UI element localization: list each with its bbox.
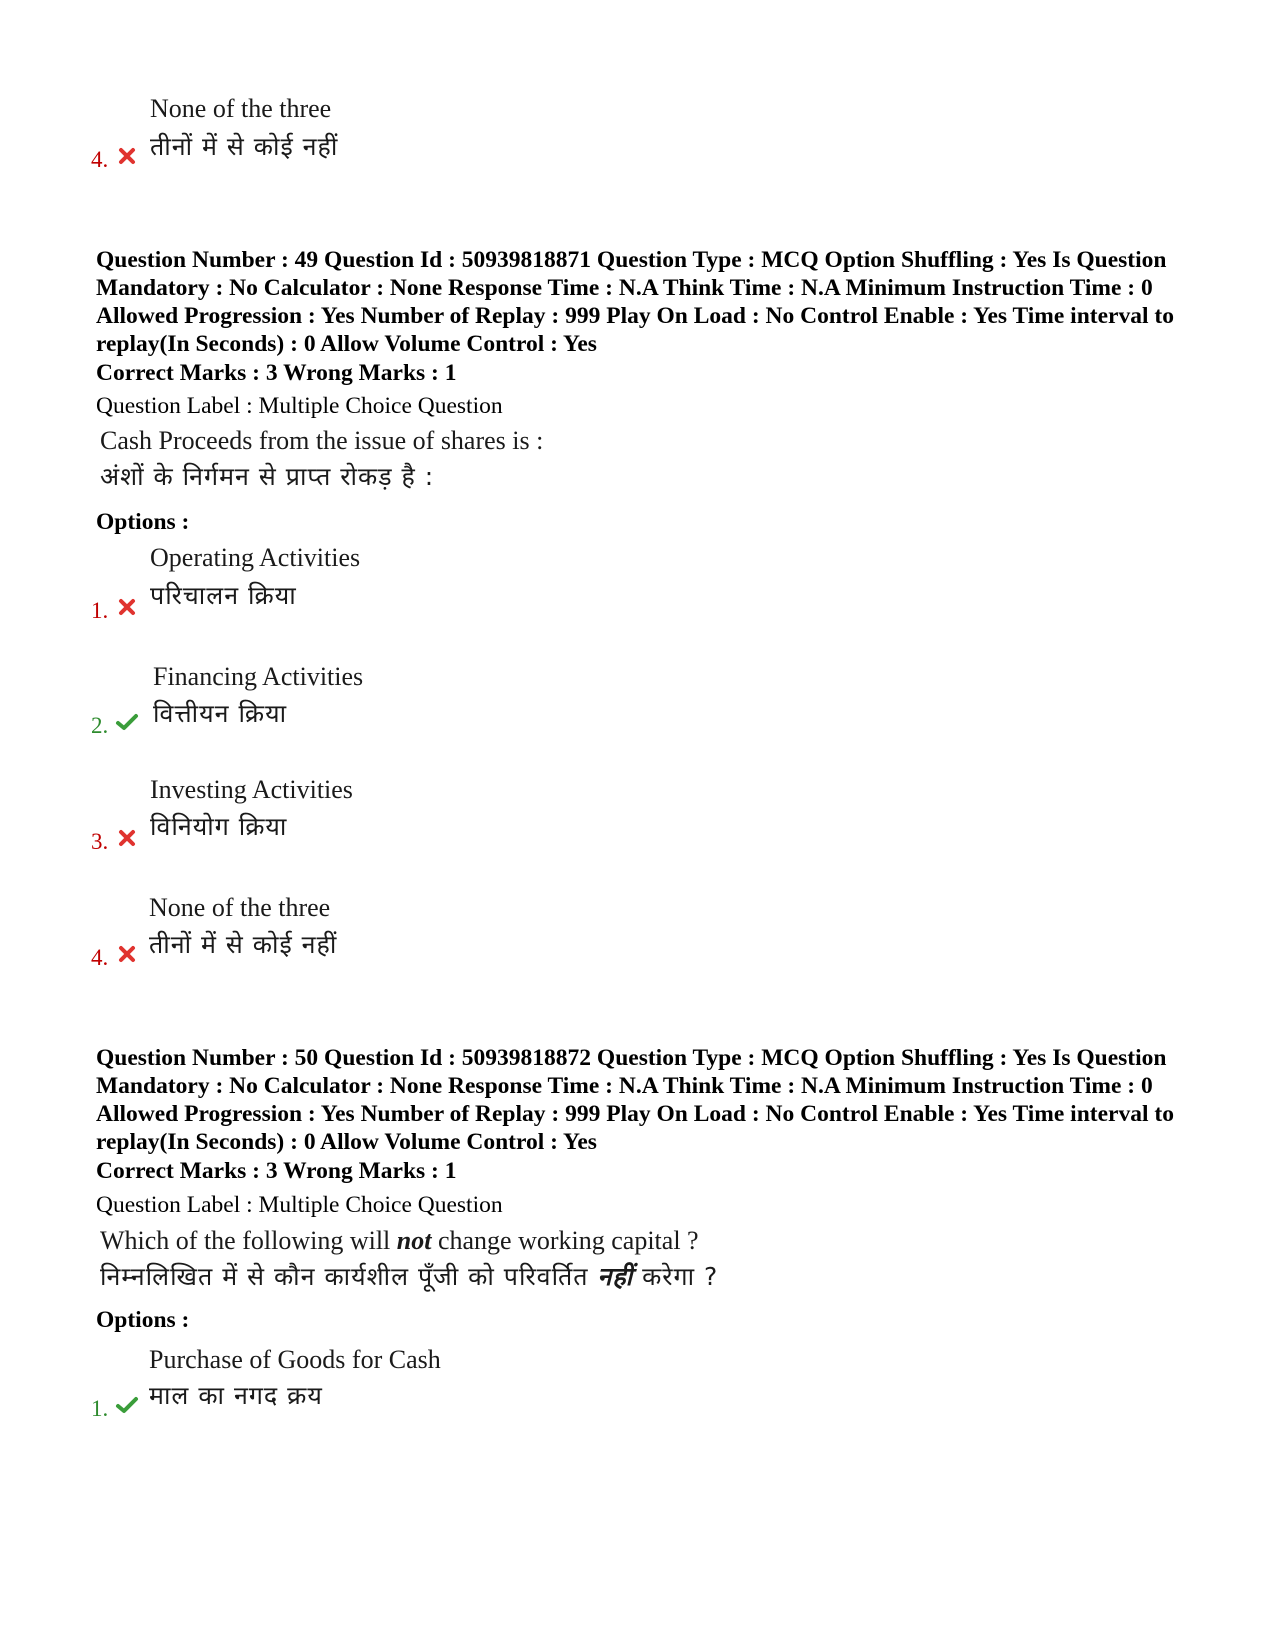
check-icon (115, 1395, 139, 1415)
q49-option-2-hi: वित्तीयन क्रिया (153, 699, 288, 728)
q49-options-heading: Options : (96, 509, 190, 535)
q49-option-1-number: 1. (91, 598, 109, 623)
q50-emphasis-hi: नहीं (597, 1262, 634, 1291)
q49-option-4-en: None of the three (149, 893, 331, 922)
q50-emphasis-en: not (396, 1226, 432, 1255)
q50-options-heading: Options : (96, 1307, 190, 1333)
q50-option-1-number: 1. (91, 1396, 109, 1421)
prev-option-4-hi: तीनों में से कोई नहीं (150, 132, 339, 161)
q50-marks: Correct Marks : 3 Wrong Marks : 1 (96, 1158, 457, 1184)
prev-option-4-en: None of the three (150, 94, 332, 123)
q50-option-1-hi: माल का नगद क्रय (149, 1381, 323, 1410)
q50-metadata: Question Number : 50 Question Id : 50939818872 Question Type : MCQ Option Shuffling : Yes Is Question Mandatory : No Calculator : None Response Time : N.A Think Time : N.A Minimum Instruction Time : 0 Allowed Progression : Yes Number of Replay : 999 Play On Load : No Control Enable : Yes Time interval to replay(In Seconds) : 0 Allow Volume Control : Yes (96, 1045, 1174, 1155)
cross-icon (117, 944, 137, 964)
q49-marks: Correct Marks : 3 Wrong Marks : 1 (96, 360, 457, 386)
q50-question-hi: निम्नलिखित में से कौन कार्यशील पूँजी को परिवर्तित नहीं करेगा ? (100, 1262, 719, 1291)
q49-option-1-hi: परिचालन क्रिया (150, 581, 297, 610)
q49-label: Question Label : Multiple Choice Question (96, 393, 503, 419)
q50-question-en: Which of the following will not change working capital ? (100, 1226, 699, 1255)
q50-option-1-en: Purchase of Goods for Cash (149, 1345, 441, 1374)
check-icon (115, 712, 139, 732)
prev-option-4-number: 4. (91, 147, 109, 172)
q49-option-4-hi: तीनों में से कोई नहीं (149, 930, 338, 959)
q49-question-en: Cash Proceeds from the issue of shares is : (100, 426, 544, 455)
cross-icon (117, 597, 137, 617)
q49-option-2-number: 2. (91, 713, 109, 738)
q49-metadata: Question Number : 49 Question Id : 50939818871 Question Type : MCQ Option Shuffling : Yes Is Question Mandatory : No Calculator : None Response Time : N.A Think Time : N.A Minimum Instruction Time : 0 Allowed Progression : Yes Number of Replay : 999 Play On Load : No Control Enable : Yes Time interval to replay(In Seconds) : 0 Allow Volume Control : Yes (96, 247, 1174, 357)
q49-question-hi: अंशों के निर्गमन से प्राप्त रोकड़ है : (100, 462, 435, 491)
cross-icon (117, 146, 137, 166)
cross-icon (117, 828, 137, 848)
q49-option-3-en: Investing Activities (150, 775, 353, 804)
q49-option-3-hi: विनियोग क्रिया (150, 812, 288, 841)
q49-option-2-en: Financing Activities (153, 662, 364, 691)
q49-option-4-number: 4. (91, 945, 109, 970)
q50-label: Question Label : Multiple Choice Question (96, 1192, 503, 1218)
q49-option-3-number: 3. (91, 829, 109, 854)
q49-option-1-en: Operating Activities (150, 543, 361, 572)
